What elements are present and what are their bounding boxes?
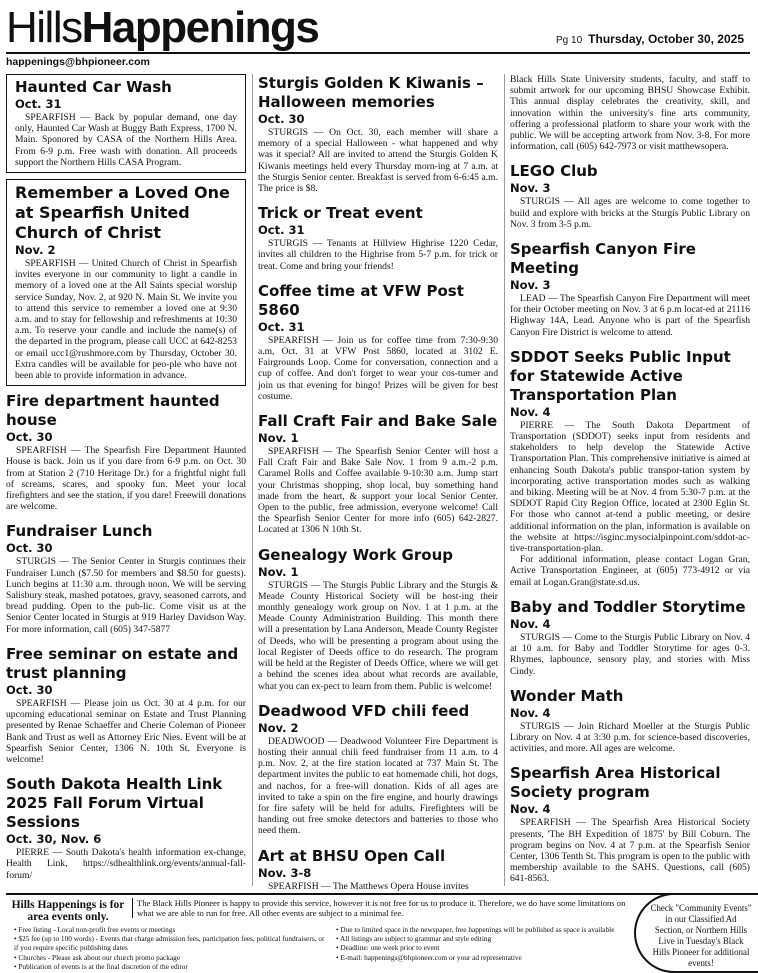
event-article	[510, 687, 750, 755]
footer-tagline: Hills Happenings is for area events only.	[11, 899, 125, 923]
event-body: SPEARFISH — United Church of Christ in Spearfish invites everyone in our community to light a candle in memory of a loved one at the All Saints special worship service Sunday, Nov. 2, at 920 N. Main St. We invite you to attend this service to remember a loved one at 9:30 a.m. and to stay for fellowship and refreshments at 10:30 a.m. To reserve your candle and include the name(s) of the departed in the program, please call UCC at 642-8253 or email ucc1@rushmore.com by Thursday, October 30. Extra candles will be available for peo-ple who have not been able to provide information in advance.	[15, 258, 237, 382]
event-article-continued	[510, 74, 750, 152]
event-body: STURGIS — Come to the Sturgis Public Library on Nov. 4 at 10 a.m. for Baby and Toddler Storytime for ages 0-3. Rhymes, lapbounce, sensory play, and stories with Miss Cindy.	[510, 631, 750, 677]
page-number: Pg 10	[556, 35, 583, 46]
event-title: Fall Craft Fair and Bake Sale	[258, 412, 498, 431]
footer-list-item: • Deadline: one week prior to event	[336, 943, 440, 953]
footer-list-item: • Churches - Please ask about our church promo package	[14, 952, 181, 962]
event-article	[258, 546, 498, 692]
event-title: Baby and Toddler Storytime	[510, 597, 746, 616]
footer-list-item: • $25 fee (up to 100 words) - Events that charge admission fees, participation fees, political fundraisers, or if you require specific publishing dates	[14, 934, 325, 953]
event-date: Nov. 3	[510, 181, 551, 196]
event-body: PIERRE — The South Dakota Department of Transportation (SDDOT) seeks input from residents and stakeholders to help develop the Statewide Active Transportation Plan. This comprehensive initiative is aimed at enhancing South Dakota's public transpor-tation system by incorporating active transportation modes such as walking and biking. Meeting will be at Nov. 4 from 5:30-7 p.m. at the SDDOT Rapid City Region Office, located at 2300 Eglin St. For those who cannot at-tend a public meeting, or desire additional information on the plan, information is available on the website at https://isginc.mysocialpinpoint.com/sddot-ac-tive-transportation-plan.	[510, 419, 750, 555]
event-title: Wonder Math	[510, 686, 624, 705]
event-title: Genealogy Work Group	[258, 545, 453, 564]
event-title: LEGO Club	[510, 162, 598, 181]
event-article	[510, 764, 750, 884]
footer-list-left	[14, 925, 330, 971]
event-date: Oct. 30	[6, 430, 53, 445]
footer-callout: Check "Community Events" in our Classified Ad Section, or Northern Hills Live in Tuesday's Black Hills Pioneer for additional events!	[634, 893, 758, 973]
event-article	[510, 162, 750, 230]
event-article	[258, 412, 498, 536]
event-title: Remember a Loved One at Spearfish United Church of Christ	[15, 183, 230, 243]
event-date: Oct. 31	[15, 97, 62, 111]
event-body: SPEARFISH — The Spearfish Fire Department Haunted House is back. Join us if you dare from 6-9 p.m. on Oct. 30 from at Station 2 (710 Heritage Dr.) for a frightful night full of screams, scares, and spooky fun. Meet your local firefighters and see the station, if you dare! Freewill donations are welcome.	[6, 445, 246, 513]
event-body: DEADWOOD — Deadwood Volunteer Fire Department is hosting their annual chili feed fundraiser from 11 a.m. to 4 p.m. Nov. 2, at the fire station located at 737 Main St. The department invites the public to eat homemade chili, hot dogs, and nachos, for a free-will donation. Kids of all ages are invited to take a spin on the fire engine, and hourly drawings for fire safety will be held for adults. Firefighters will be handing out free smoke detectors and batteries to those who need them.	[258, 735, 498, 837]
event-article	[258, 702, 498, 837]
event-article	[6, 522, 246, 634]
event-body: SPEARFISH — The Matthews Opera House invites	[268, 880, 469, 892]
event-body: SPEARFISH — Please join us Oct. 30 at 4 p.m. for our upcoming educational seminar on Estate and Trust Planning presented by Renae Schaeffer and Cherie Coleman of Pioneer Bank and Trust as well as Attorney Eric Nies. Event will be at Spearfish Senior Center, 1306 N. 10th St. Everyone is welcome!	[6, 697, 246, 765]
event-date: Nov. 4	[510, 705, 551, 720]
footer-list-item: • Publication of events is at the final discretion of the editor	[14, 961, 188, 971]
contact-email[interactable]: happenings@bhpioneer.com	[6, 56, 150, 68]
event-date: Nov. 4	[510, 616, 551, 631]
event-title: Haunted Car Wash	[15, 78, 172, 96]
event-title: Art at BHSU Open Call	[258, 846, 446, 865]
event-body: STURGIS — All ages are welcome to come together to build and explore with bricks at the Sturgis Public Library on Nov. 3 from 3-5 p.m.	[510, 196, 750, 230]
column-divider	[252, 74, 253, 886]
event-body: STURGIS — The Sturgis Public Library and the Sturgis & Meade County Historical Society will be host-ing their monthly genealogy work group on Nov. 1 at 1 p.m. at the Meade County Administration Building. This month there will a presentation by Lana Anderson, Meade County Register of Deeds, who will be presenting a program about using the local Register of Deeds office to do research. The program will be held at the Register of Deeds Office, where we will get a behind the scenes idea about what records are available, what you can ex-pect to learn from them. Public is welcome!	[258, 579, 498, 692]
footer-list-item: • Due to limited space in the newspaper, free happenings will be published as space is available	[336, 925, 615, 934]
event-body-continued: For additional information, please contact Logan Gran, Active Transportation Engineer, at (605) 773-4912 or via email at Logan.Gran@state.sd.us.	[510, 554, 750, 588]
event-title: Fundraiser Lunch	[6, 522, 153, 541]
event-body: SPEARFISH — The Spearfish Senior Center will host a Fall Craft Fair and Bake Sale Nov. 1 from 9 a.m.-2 p.m. Caramel Rolls and Coffee available 9-10:30 a.m. Jump start your Christmas shopping, shop local, buy something hand made from the heart, & support your local Senior Center. Open to the public, free admission, everyone welcome! Call the Spearfish Senior Center for more info (605) 642-2827. Located at 1306 N 10th St.	[258, 446, 498, 536]
event-title: Fire department haunted house	[6, 392, 220, 430]
event-body: SPEARFISH — The Spearfish Area Historical Society presents, 'The BH Expedition of 1875' by Bill Coburn. The program begins on Nov. 4 at 7 p.m. at the Spearfish Senior Center, 1306 Tenth St. This program is open to the public with membership available to the SAHS. Questions, call (605) 641-8563.	[510, 817, 750, 885]
event-date: Nov. 3-8	[258, 865, 312, 880]
masthead	[6, 2, 750, 54]
footer-list-item: • E-mail: happenings@bhpioneer.com or your ad representative	[336, 952, 522, 962]
event-date: Nov. 2	[15, 243, 56, 258]
issue-date: Thursday, October 30, 2025	[588, 32, 744, 46]
event-title: SDDOT Seeks Public Input for Statewide Active Transportation Plan	[510, 347, 731, 404]
event-body: Black Hills State University students, faculty, and staff to submit artwork for our upcoming BHSU Showcase Exhibit. This annual display celebrates the creativity, skill, and innovation within the university's fine arts community, offering a professional platform to share your work with the public. We will be accepting artwork from Nov. 3-8. For more information, call (605) 642-7973 or visit matthewsopera.	[510, 74, 750, 153]
event-date: Nov. 4	[510, 802, 551, 817]
event-date: Nov. 1	[258, 564, 299, 579]
footer-list-item: • All listings are subject to grammar and style editing	[336, 934, 492, 944]
event-title: Deadwood VFD chili feed	[258, 701, 470, 720]
event-body: STURGIS — On Oct. 30, each member will share a memory of a special Halloween - what happened and why was it special? All are invited to attend the Sturgis Golden K Kiwanis meetings held every Thursday morn-ing at 7 a.m. at the Sturgis Senior center. Breakfast is served from 6-6:45 a.m. The price is $8.	[258, 127, 498, 195]
event-date: Oct. 30	[258, 112, 305, 126]
event-body: PIERRE — South Dakota's health information ex-change, Health Link, https://sdhealthlink.org/events/annual-fall-forum/	[6, 847, 246, 881]
masthead-title-light: Hills	[6, 3, 82, 52]
masthead-title	[6, 2, 318, 54]
event-title: Sturgis Golden K Kiwanis – Halloween memories	[258, 74, 484, 111]
event-article	[6, 645, 246, 765]
event-body: STURGIS — Join Richard Moeller at the Sturgis Public Library on Nov. 4 at 3:30 p.m. for science-based discoveries, activities, and more. All ages are welcome.	[510, 720, 750, 755]
event-title: Coffee time at VFW Post 5860	[258, 281, 464, 319]
masthead-title-bold: Happenings	[81, 3, 319, 52]
footer-list-item: • Free listing - Local non-profit free events or meetings	[14, 925, 176, 934]
event-title: Trick or Treat event	[258, 204, 423, 223]
page-date-line	[556, 32, 744, 46]
event-title: South Dakota Health Link 2025 Fall Forum Virtual Sessions	[6, 775, 223, 832]
event-date: Oct. 30, Nov. 6	[6, 832, 102, 847]
footer-intro: The Black Hills Pioneer is happy to provide this service, however it is not free for us to produce it. Therefore, we do have some limitations on what we are able to run for free. All other events are subject to a minimal fee.	[132, 898, 632, 918]
event-article	[258, 204, 498, 272]
event-body: LEAD — The Spearfish Canyon Fire Department will meet for their October meeting on Nov. 3 at 6 p.m locat-ed at 21116 Highway 14A, Lead. Anyone who is part of the Spearfish Canyon Fire District is welcome to attend.	[510, 293, 750, 338]
footer-policy	[6, 893, 752, 971]
event-date: Nov. 3	[510, 278, 551, 293]
event-body: STURGIS — The Senior Center in Sturgis continues their Fundraiser Lunch ($7.50 for members and $8.50 for guests). Lunch begins at 11:30 a.m. through noon. We will be serving Salisbury steak, mashed potatoes, gravy, seasoned carrots, and bread pudding. Open to the pub-lic. Come visit us at the Senior Center located in Sturgis at 919 Harley Davidson Way. For more information, call (605) 347-5877	[6, 556, 246, 635]
event-article	[510, 598, 750, 677]
event-article	[258, 847, 498, 892]
event-date: Oct. 30	[6, 541, 53, 556]
event-body: SPEARFISH — Back by popular demand, one day only, Haunted Car Wash at Buggy Bath Express, 1700 N. Main. Sponored by CASA of the Northern Hills Area. From 6-9 p.m. Free wash with donation. All proceeds support the Northern Hills CASA Program.	[15, 112, 237, 168]
event-date: Nov. 4	[510, 404, 551, 419]
event-body: STURGIS — Tenants at Hillview Highrise 1220 Cedar, invites all children to the Highrise from 5-7 p.m. for trick or treat. Come and bring your friends!	[258, 238, 498, 272]
event-article-boxed	[6, 74, 246, 173]
event-article	[510, 240, 750, 338]
event-body: SPEARFISH — Join us for coffee time from 7:30-9:30 a.m, Oct. 31 at VFW Post 5860, located at 3102 E. Fairgrounds Loop. Come for conversation, connection and a cup of coffee. And don't forget to wear your cos-tumer and join us that evening for bingo! Prizes will be given for best costume.	[258, 334, 498, 402]
event-date: Oct. 31	[258, 223, 305, 238]
event-article	[258, 282, 498, 402]
footer-list-right	[336, 925, 636, 962]
event-title: Free seminar on estate and trust planning	[6, 644, 239, 682]
column-3	[510, 74, 750, 886]
event-article-boxed	[6, 179, 246, 386]
column-2	[258, 74, 498, 892]
column-divider	[504, 74, 505, 886]
event-date: Oct. 30	[6, 682, 53, 697]
event-date: Nov. 2	[258, 720, 299, 735]
event-date: Nov. 1	[258, 431, 299, 446]
event-article	[258, 74, 498, 194]
event-article	[510, 348, 750, 588]
event-title: Spearfish Area Historical Society program	[510, 764, 721, 802]
event-title: Spearfish Canyon Fire Meeting	[510, 240, 696, 278]
event-article	[6, 775, 246, 881]
column-1	[6, 74, 246, 886]
event-article	[6, 392, 246, 512]
event-date: Oct. 31	[258, 319, 305, 334]
